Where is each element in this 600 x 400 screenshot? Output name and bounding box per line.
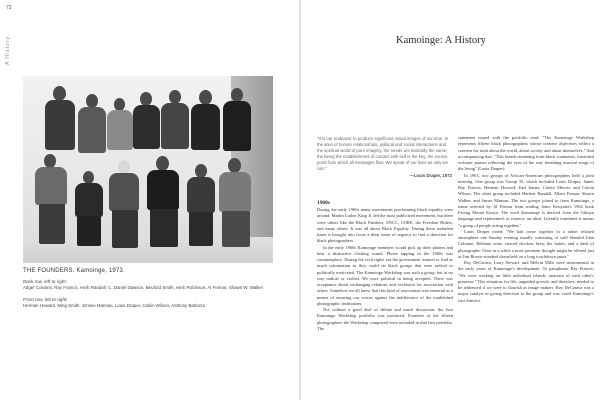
article-title: Kamoinge: A History: [396, 35, 486, 46]
page-number: 72: [6, 5, 12, 11]
paragraph: Roy DeCarava, Larry Stewart, and Melvin Mills were instrumental in the early years of Kamoinge's development. To paraphrase Ray Francis: "We were working on little individual islands, unaware of each other's presence." This situation, for life, unguided growth, and therefore, needed to be addressed if we were to flourish as image makers. Roy DeCarava was a major catalyst in giving direction to the group and was voted Kamoinge's first director.: [458, 260, 594, 303]
paragraph: In 1963, two groups of African-American photographers held a joint meeting. One group was Group 35, which included Louis Draper, James Ray Francis, Herman Howard, Earl James, Calvin Mercer, and Calvin Wilson. The other group included Herbert Randall, Albert Fennar, Shawn Walker, and James Mannas. The two groups joined to form Kamoinge, a name selected by Al Fennar from reading Jomo Kenyatta's 1962 book Facing Mount Kenya. The word Kamoinge is derived from the Gikuyu language and represented, in essence, an ideal. Literally translated it means "a group of people acting together.": [458, 172, 594, 228]
paragraph: statement issued with the portfolio read: "The Kamoinge Workshop represents fifteen black photographers whose creative objectives reflect a concern for truth about the world, about society and about themselves." And accompanying that, "This breath streaming from black comments, frustrated volcanic pauses reflecting the eyes of the sun, breathing musical songs of the living" (Louis Draper).: [458, 135, 594, 172]
pull-quote: [317, 136, 452, 179]
paragraph: Louis Draper noted, "We had come together in a rather relaxed atmosphere one Sunday evening usually consisting of well blended John Coltrane, Bellante wine, stewed chicken, brew the ladies, and a dash of photographs. Once in a while a most pertinent thought might be offered just as Jim Brown streaked downfield on a long touchdown jaunt.": [458, 228, 594, 259]
paragraph: Not without a good deal of debate and much discussion, the first Kamoinge Workshop portfolio was produced. Fourteen of the fifteen photographers the Workshop comprised were included in that first portfolio. The: [317, 307, 453, 331]
pull-quote-source: —Louis Draper, 1972: [409, 173, 452, 178]
caption-back-row-label: Back row, left to right:: [23, 279, 67, 284]
body-column-2: [458, 135, 594, 304]
paragraph: During the early 1960s many movements proclaiming black equality were around. Martin Luther King Jr. led the most publicized movement, but there were others like the Black Panthers, SNCC, CORE, the Freedom Riders, and many others. It was all about Black Equality. During these turbulent times it brought into focus a deep sense of urgency to find a direction for black photographers.: [317, 207, 453, 244]
caption-front-row-label: Front row, left to right:: [23, 297, 68, 302]
pull-quote-text: "It is our endeavor to produce significant visual images of our time. In the area of human relationships, political and social interactions and the spiritual world of pure imagery, the needs are basically the same; the being the establishment of contact with self is the key, the source point from which all messages flow. We speak of our lives as only we can.": [317, 136, 449, 171]
photo-caption-title: THE FOUNDERS. Kamoinge, 1973.: [23, 268, 125, 274]
section-heading: 1960s: [317, 200, 330, 206]
caption-front-row-names: Herman Howard, Ming Smith, Jimmie Mannas, Louis Draper, Calvin Wilson, Anthony Barboza: [23, 303, 205, 308]
caption-back-row-names: Adger Cowans, Ray Francis, Herb Randall, C. Daniel Dawson, Beuford Smith, Herb Robinson, Al Fennar, Shawn W. Walker: [23, 285, 264, 290]
body-column-1: [317, 207, 453, 332]
running-head: A History: [5, 36, 11, 66]
paragraph: In the early 1960s Kamoinge members would pick up their phones and hear a distinctive clicking sound. Phone tapping in the 1960s was commonplace. During the civil rights era the government wanted to find as much information as they could on black groups that were radical or politically motivated. The Kamoinge Workshop was such a group, but in no way radical or violent. We were political in being accepted. There was acceptance about exchanging relations and exclusion for association with others. Somehow we all knew that this kind of association was essential as a means of ensuring our voices against the indifference of the established photographic institutions.: [317, 244, 453, 306]
book-gutter: [299, 0, 301, 400]
founders-photo: [23, 76, 273, 263]
